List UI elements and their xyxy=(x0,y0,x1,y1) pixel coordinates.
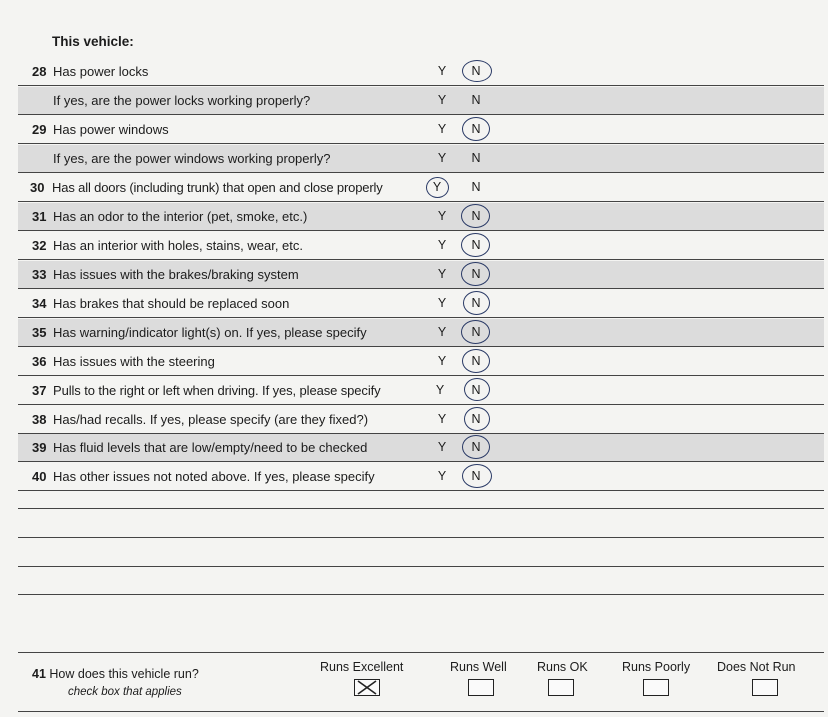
question-number: 38 xyxy=(32,412,47,427)
question-text: Has issues with the steering xyxy=(53,354,215,369)
no-option[interactable]: N xyxy=(471,469,481,483)
no-option[interactable]: N xyxy=(471,296,481,310)
question-number: 39 xyxy=(32,440,47,455)
row-rule xyxy=(18,259,824,260)
question-row-40 xyxy=(18,463,824,491)
question-text: Has power windows xyxy=(53,122,169,137)
answer-circle-mark xyxy=(464,378,490,401)
checkbox-runs-poorly[interactable] xyxy=(643,679,669,696)
no-option[interactable]: N xyxy=(471,122,481,136)
checkbox-runs-well[interactable] xyxy=(468,679,494,696)
row-rule xyxy=(18,461,824,462)
yes-option[interactable]: Y xyxy=(437,64,447,78)
yes-option[interactable]: Y xyxy=(437,209,447,223)
question-text: Has fluid levels that are low/empty/need to be checked xyxy=(53,440,368,455)
row-rule xyxy=(18,201,824,202)
question-41-instruction: check box that applies xyxy=(68,686,182,698)
option-label-runs-excellent: Runs Excellent xyxy=(320,660,404,674)
question-text: Has/had recalls. If yes, please specify (are they fixed?) xyxy=(53,412,369,427)
yes-option[interactable]: Y xyxy=(437,93,447,107)
no-option[interactable]: N xyxy=(471,383,481,397)
row-rule xyxy=(18,346,824,347)
row-rule xyxy=(18,288,824,289)
row-rule xyxy=(18,404,824,405)
answer-circle-mark xyxy=(461,262,490,286)
yes-option[interactable]: Y xyxy=(437,238,447,252)
question-number: 34 xyxy=(32,296,47,311)
question-number: 28 xyxy=(32,64,47,79)
write-in-line[interactable] xyxy=(18,594,824,595)
no-option[interactable]: N xyxy=(471,325,481,339)
row-rule xyxy=(18,85,824,86)
question-row-34 xyxy=(18,290,824,318)
checkbox-runs-ok[interactable] xyxy=(548,679,574,696)
question-number: 41 xyxy=(32,667,46,681)
answer-circle-mark xyxy=(461,320,490,344)
question-number: 37 xyxy=(32,383,47,398)
row-rule xyxy=(18,172,824,173)
question-row-38 xyxy=(18,406,824,434)
question-number: 35 xyxy=(32,325,47,340)
answer-circle-mark xyxy=(462,117,490,141)
question-text: Pulls to the right or left when driving. If yes, please specify xyxy=(53,383,381,398)
question-row-33 xyxy=(18,261,824,289)
row-rule xyxy=(18,375,824,376)
checkbox-runs-excellent[interactable] xyxy=(354,679,380,696)
question-number: 40 xyxy=(32,469,47,484)
no-option[interactable]: N xyxy=(471,354,481,368)
no-option[interactable]: N xyxy=(471,412,481,426)
question-row-32 xyxy=(18,232,824,260)
answer-circle-mark xyxy=(463,291,490,315)
write-in-line[interactable] xyxy=(18,537,824,538)
check-x-icon xyxy=(355,680,379,695)
option-label-does-not-run: Does Not Run xyxy=(717,660,796,674)
question-text: If yes, are the power windows working properly? xyxy=(53,151,331,166)
row-rule xyxy=(18,114,824,115)
yes-option[interactable]: Y xyxy=(437,122,447,136)
question-row-35 xyxy=(18,319,824,347)
question-text: Has power locks xyxy=(53,64,149,79)
question-text: Has warning/indicator light(s) on. If yes, please specify xyxy=(53,325,367,340)
answer-circle-mark xyxy=(462,435,490,459)
question-row-31 xyxy=(18,203,824,231)
question-row-29 xyxy=(18,116,824,144)
question-row-36 xyxy=(18,348,824,376)
question-row-28 xyxy=(18,58,824,86)
question-number: 31 xyxy=(32,209,47,224)
run-condition-section xyxy=(18,652,824,712)
yes-option[interactable]: Y xyxy=(437,412,447,426)
question-row-39 xyxy=(18,434,824,462)
write-in-line[interactable] xyxy=(18,508,824,509)
question-text: Has brakes that should be replaced soon xyxy=(53,296,290,311)
no-option[interactable]: N xyxy=(471,151,481,165)
yes-option[interactable]: Y xyxy=(437,469,447,483)
question-text: If yes, are the power locks working properly? xyxy=(53,93,311,108)
no-option[interactable]: N xyxy=(471,93,481,107)
answer-circle-mark xyxy=(464,407,490,431)
yes-option[interactable]: Y xyxy=(437,325,447,339)
no-option[interactable]: N xyxy=(471,440,481,454)
question-text: How does this vehicle run? xyxy=(49,667,199,681)
yes-option[interactable]: Y xyxy=(435,383,445,397)
row-rule xyxy=(18,230,824,231)
question-number: 36 xyxy=(32,354,47,369)
question-41-prompt xyxy=(32,667,199,681)
yes-option[interactable]: Y xyxy=(437,440,447,454)
question-text: Has issues with the brakes/braking system xyxy=(53,267,299,282)
question-number: 29 xyxy=(32,122,47,137)
answer-circle-mark xyxy=(462,349,490,373)
answer-circle-mark xyxy=(462,464,492,488)
section-heading: This vehicle: xyxy=(52,34,134,49)
question-text: Has an interior with holes, stains, wear, etc. xyxy=(53,238,304,253)
no-option[interactable]: N xyxy=(471,238,481,252)
question-text: Has other issues not noted above. If yes, please specify xyxy=(53,469,375,484)
question-row-29-followup xyxy=(18,145,824,173)
no-option[interactable]: N xyxy=(471,64,481,78)
question-row-37 xyxy=(18,377,824,405)
no-option[interactable]: N xyxy=(471,267,481,281)
question-text: Has an odor to the interior (pet, smoke, etc.) xyxy=(53,209,308,224)
answer-circle-mark xyxy=(461,233,490,257)
row-rule xyxy=(18,317,824,318)
yes-option[interactable]: Y xyxy=(437,296,447,310)
yes-option[interactable]: Y xyxy=(437,267,447,281)
no-option[interactable]: N xyxy=(471,209,481,223)
question-row-30 xyxy=(18,174,824,202)
option-label-runs-poorly: Runs Poorly xyxy=(622,660,691,674)
answer-circle-mark xyxy=(462,60,492,82)
question-number: 32 xyxy=(32,238,47,253)
question-text: Has all doors (including trunk) that open and close properly xyxy=(52,180,383,195)
question-number: 30 xyxy=(30,180,45,195)
checkbox-does-not-run[interactable] xyxy=(752,679,778,696)
row-rule xyxy=(18,143,824,144)
option-label-runs-well: Runs Well xyxy=(450,660,507,674)
yes-option[interactable]: Y xyxy=(437,151,447,165)
write-in-line[interactable] xyxy=(18,566,824,567)
yes-option[interactable]: Y xyxy=(432,180,442,194)
no-option[interactable]: N xyxy=(471,180,481,194)
yes-option[interactable]: Y xyxy=(437,354,447,368)
answer-circle-mark xyxy=(461,204,490,228)
answer-circle-mark xyxy=(426,177,449,198)
row-rule xyxy=(18,490,824,491)
option-label-runs-ok: Runs OK xyxy=(537,660,588,674)
question-number: 33 xyxy=(32,267,47,282)
question-row-28-followup xyxy=(18,87,824,115)
